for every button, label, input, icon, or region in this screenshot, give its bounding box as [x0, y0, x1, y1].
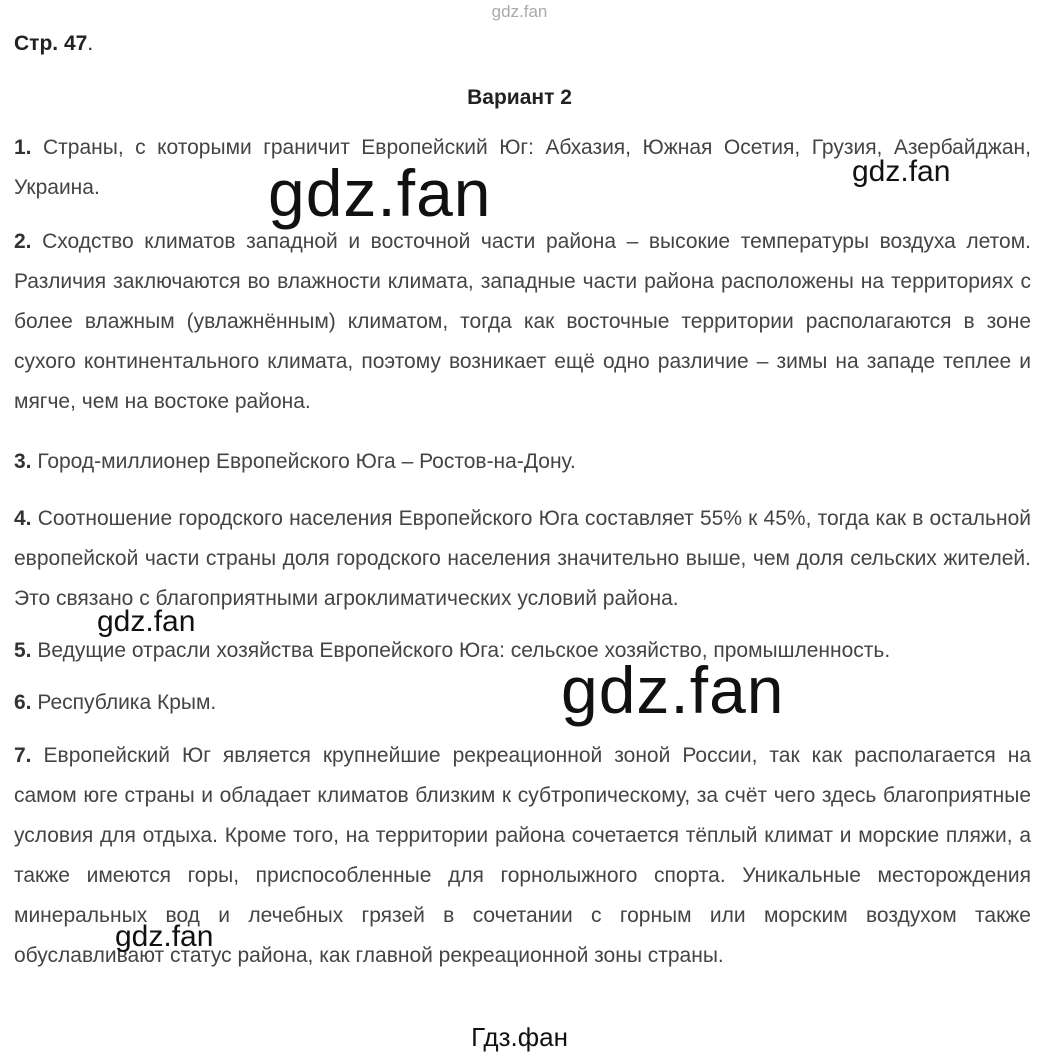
page-label-dot: .: [87, 32, 94, 55]
item-text: Европейский Юг является крупнейшие рекреационной зоной России, так как располагается на самом юге страны и обладает климатов близким к субтропическому, за счёт чего здесь благоприятные условия для отдыха. Кроме того, на территории района сочетается тёплый климат и морские пляжи, а также имеются горы, приспособленные для горнолыжного спорта. Уникальные месторождения минеральных вод и лечебных грязей в сочетании с горным или морским воздухом также обуславливают статус района, как главной рекреационной зоны страны.: [14, 744, 1032, 967]
item-text: Сходство климатов западной и восточной части района – высокие температуры воздуха летом. Различия заключаются во влажности климата, западные части района расположены на территориях с более влажным (увлажнённым) климатом, тогда как восточные территории располагаются в зоне сухого континентального климата, поэтому возникает ещё одно различие – зимы на западе теплее и мягче, чем на востоке района.: [14, 230, 1031, 413]
watermark: gdz.fan: [268, 156, 492, 230]
watermark: gdz.fan: [97, 605, 196, 638]
item-number: 3.: [14, 450, 32, 473]
answer-item-3: [14, 442, 1031, 482]
watermark: gdz.fan: [852, 155, 951, 188]
item-number: 4.: [14, 507, 32, 530]
item-text: Город-миллионер Европейского Юга – Ростов-на-Дону.: [37, 450, 576, 473]
item-number: 7.: [14, 744, 32, 767]
answer-item-6: [14, 683, 1031, 723]
footer-label: Гдз.фан: [471, 1022, 568, 1052]
watermark: gdz.fan: [115, 920, 214, 953]
watermark-top: gdz.fan: [491, 2, 548, 21]
answer-item-2: [14, 222, 1031, 422]
item-number: 2.: [14, 230, 32, 253]
variant-title: Вариант 2: [467, 86, 572, 109]
page-reference: [14, 32, 93, 56]
item-number: 6.: [14, 691, 32, 714]
watermark: gdz.fan: [561, 653, 785, 727]
page-label: Стр. 47: [14, 32, 88, 55]
item-number: 1.: [14, 136, 32, 159]
item-text: Соотношение городского населения Европейского Юга составляет 55% к 45%, тогда как в остальной европейской части страны доля городского населения значительно выше, чем доля сельских жителей. Это связано с благоприятными агроклиматических условий района.: [14, 507, 1031, 610]
item-number: 5.: [14, 639, 32, 662]
item-text: Республика Крым.: [37, 691, 217, 714]
item-text: Страны, с которыми граничит Европейский Юг: Абхазия, Южная Осетия, Грузия, Азербайджан, Украина.: [14, 136, 1031, 199]
answer-item-4: [14, 499, 1031, 619]
item-text: Ведущие отрасли хозяйства Европейского Юга: сельское хозяйство, промышленность.: [37, 639, 891, 662]
